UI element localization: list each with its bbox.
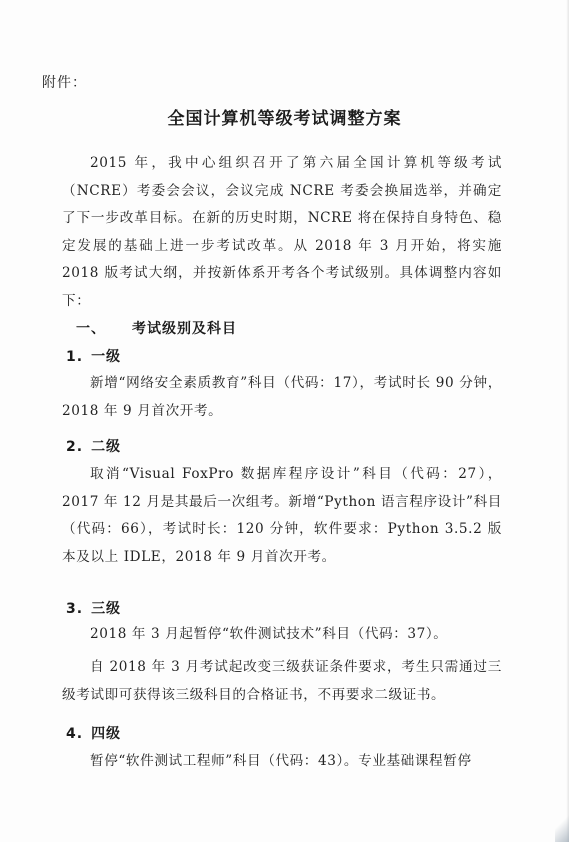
level3-number: 3. [66, 601, 84, 617]
intro-paragraph: 2015 年，我中心组织召开了第六届全国计算机等级考试（NCRE）考委会会议，会议完成 NCRE 考委会换届选举，并确定了下一步改革目标。在新的历史时期，NCRE 将在保持自身特色、稳定发展的基础上进一步考试改革。从 2018 年 3 月开始，将实施 2018 版考试大纲，并按新体系开考各个考试级别。具体调整内容如下： [62, 155, 502, 309]
level4-paragraph: 暂停“软件测试工程师”科目（代码：43）。专业基础课程暂停 [90, 753, 472, 769]
level4-heading [66, 723, 121, 743]
section-number: 一、 [76, 321, 106, 337]
level3-heading [66, 598, 121, 618]
level2-title: 二级 [91, 439, 122, 455]
level1-title: 一级 [91, 349, 122, 365]
level1-number: 1. [66, 349, 84, 365]
section-title: 考试级别及科目 [132, 321, 237, 337]
level4-number: 4. [66, 726, 84, 742]
level4-title: 四级 [91, 726, 122, 742]
level3-paragraph-1: 2018 年 3 月起暂停“软件测试技术”科目（代码：37）。 [90, 626, 448, 642]
level3-title: 三级 [91, 601, 122, 617]
level1-heading [66, 346, 121, 366]
level2-heading [66, 436, 121, 456]
scan-corner-mark [555, 810, 569, 842]
section-heading-exam-levels [76, 318, 237, 338]
attachment-label: 附件： [42, 75, 87, 91]
level1-paragraph: 新增“网络安全素质教育”科目（代码：17），考试时长 90 分钟，2018 年 9 月首次开考。 [62, 375, 502, 419]
document-title: 全国计算机等级考试调整方案 [167, 109, 402, 129]
level3-paragraph-2: 自 2018 年 3 月考试起改变三级获证条件要求，考生只需通过三级考试即可获得该三级科目的合格证书，不再要求二级证书。 [62, 659, 502, 703]
level2-number: 2. [66, 439, 84, 455]
level2-paragraph: 取消“Visual FoxPro 数据库程序设计”科目（代码：27），2017 年 12 月是其最后一次组考。新增“Python 语言程序设计”科目（代码：66），考试时长：120 分钟，软件要求：Python 3.5.2 版本及以上 IDLE，2018 年 9 月首次开考。 [62, 466, 502, 565]
